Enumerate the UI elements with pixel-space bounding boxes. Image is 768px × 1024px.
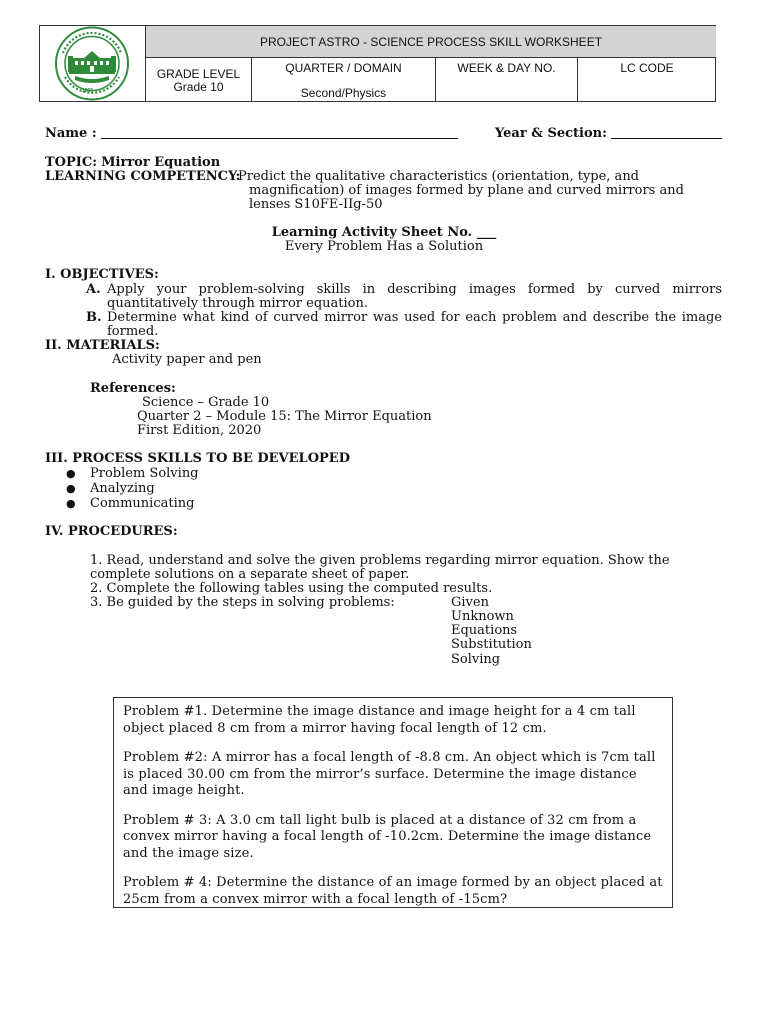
objective-a-line: quantitatively through mirror equation. bbox=[107, 296, 369, 311]
reference-item: Quarter 2 – Module 15: The Mirror Equation bbox=[137, 409, 432, 424]
problems-box bbox=[113, 697, 673, 908]
skill-item bbox=[66, 481, 155, 496]
skill-label: Analyzing bbox=[90, 481, 155, 496]
competency-line: lenses S10FE-IIg-50 bbox=[249, 197, 383, 212]
bullet-icon: ● bbox=[66, 467, 76, 480]
skill-label: Problem Solving bbox=[90, 466, 199, 481]
bullet-icon: ● bbox=[66, 497, 76, 510]
lc-code-label: LC CODE bbox=[620, 61, 674, 75]
topic-label: TOPIC: bbox=[45, 155, 97, 170]
objective-marker: A. bbox=[86, 282, 101, 297]
objective-b-line: Determine what kind of curved mirror was used for each problem and describe the image bbox=[107, 310, 722, 325]
procedure-step: 2. Complete the following tables using the computed results. bbox=[90, 581, 493, 596]
reference-item: First Edition, 2020 bbox=[137, 423, 262, 438]
objective-a-line: Apply your problem-solving skills in describing images formed by curved mirrors bbox=[107, 282, 722, 297]
quarter-domain-label: QUARTER / DOMAIN bbox=[285, 61, 402, 75]
references-label: References: bbox=[90, 381, 176, 396]
objective-b-line: formed. bbox=[107, 324, 159, 339]
year-section-field[interactable] bbox=[611, 138, 722, 139]
procedures-heading: IV. PROCEDURES: bbox=[45, 524, 178, 539]
topic-value: Mirror Equation bbox=[101, 155, 221, 170]
materials-text: Activity paper and pen bbox=[112, 352, 262, 367]
problem-item: Problem # 4: Determine the distance of an image formed by an object placed at 25cm from a convex mirror with a focal length of -15cm? bbox=[123, 875, 663, 907]
activity-subtitle: Every Problem Has a Solution bbox=[284, 239, 484, 254]
logo-cell bbox=[39, 25, 146, 102]
solving-step: Solving bbox=[451, 652, 501, 667]
skill-item bbox=[66, 496, 195, 511]
bullet-icon: ● bbox=[66, 482, 76, 495]
solving-step: Substitution bbox=[451, 637, 532, 652]
quarter-domain-value: Second/Physics bbox=[300, 86, 387, 100]
reference-item: Science – Grade 10 bbox=[142, 395, 270, 410]
procedure-step: 1. Read, understand and solve the given problems regarding mirror equation. Show the bbox=[90, 553, 670, 568]
materials-heading: II. MATERIALS: bbox=[45, 338, 160, 353]
skill-item bbox=[66, 466, 199, 481]
name-field[interactable] bbox=[101, 138, 458, 139]
competency-line: Predict the qualitative characteristics (orientation, type, and bbox=[238, 169, 640, 184]
competency-line: magnification) of images formed by plane and curved mirrors and bbox=[249, 183, 684, 198]
procedure-step: complete solutions on a separate sheet of paper. bbox=[90, 567, 410, 582]
objective-marker: B. bbox=[86, 310, 102, 325]
solving-step: Unknown bbox=[451, 609, 514, 624]
logo-year: 1965 bbox=[82, 88, 94, 94]
topic-line bbox=[45, 156, 220, 170]
problem-item: Problem #1. Determine the image distance and image height for a 4 cm tall object placed 8 cm from a mirror having focal length of 12 cm. bbox=[123, 704, 636, 736]
solving-step: Given bbox=[451, 595, 489, 610]
grade-level-label: GRADE LEVEL bbox=[156, 67, 241, 81]
activity-sheet-label: Learning Activity Sheet No. ___ bbox=[271, 225, 497, 240]
worksheet-title: PROJECT ASTRO - SCIENCE PROCESS SKILL WORKSHEET bbox=[146, 26, 716, 58]
name-label: Name : bbox=[45, 126, 97, 141]
grade-level-value: Grade 10 bbox=[173, 80, 224, 94]
solving-step: Equations bbox=[451, 623, 518, 638]
year-section-label: Year & Section: bbox=[495, 126, 607, 141]
procedure-step: 3. Be guided by the steps in solving problems: bbox=[90, 595, 395, 610]
skill-label: Communicating bbox=[90, 496, 195, 511]
objectives-heading: I. OBJECTIVES: bbox=[45, 267, 159, 282]
problem-item: Problem #2: A mirror has a focal length of -8.8 cm. An object which is 7cm tall is placed 30.00 cm from the mirror’s surface. Determine the image distance and image height. bbox=[123, 750, 656, 798]
problem-item: Problem # 3: A 3.0 cm tall light bulb is placed at a distance of 32 cm from a convex mirror having a focal length of -10.2cm. Determine the image distance and the image size. bbox=[123, 812, 652, 861]
skills-heading: III. PROCESS SKILLS TO BE DEVELOPED bbox=[45, 451, 350, 466]
week-day-label: WEEK & DAY NO. bbox=[457, 61, 556, 75]
competency-label: LEARNING COMPETENCY: bbox=[45, 169, 241, 184]
